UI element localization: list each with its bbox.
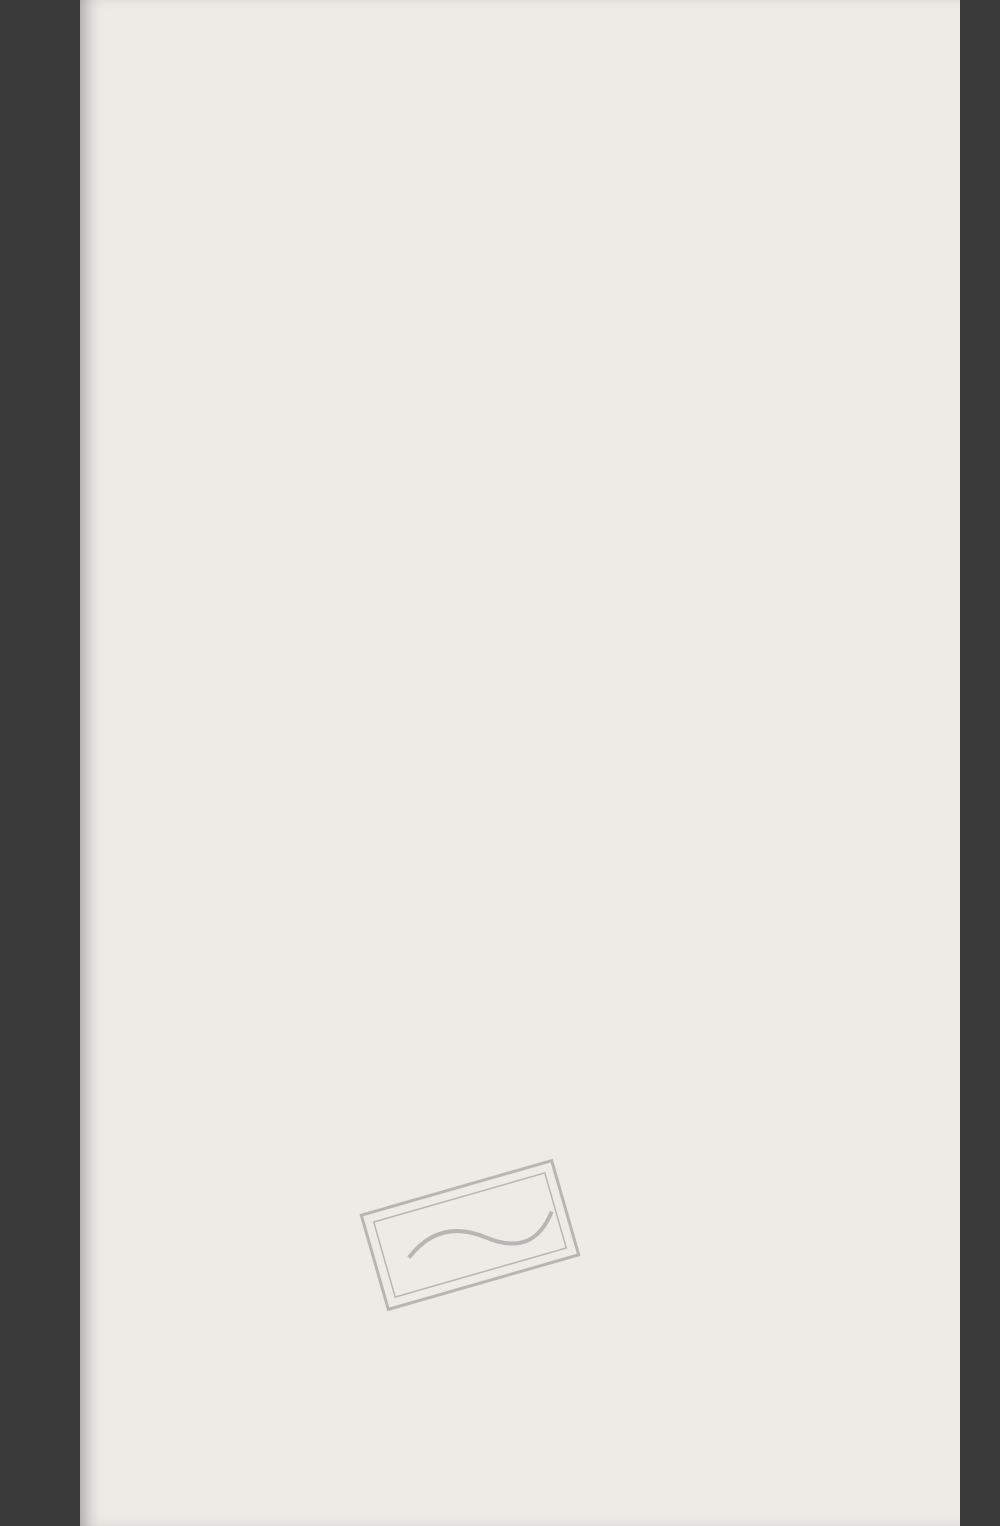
document-page — [80, 0, 960, 1526]
stamp-mark — [354, 1153, 586, 1317]
watermark-logo — [760, 1438, 950, 1518]
